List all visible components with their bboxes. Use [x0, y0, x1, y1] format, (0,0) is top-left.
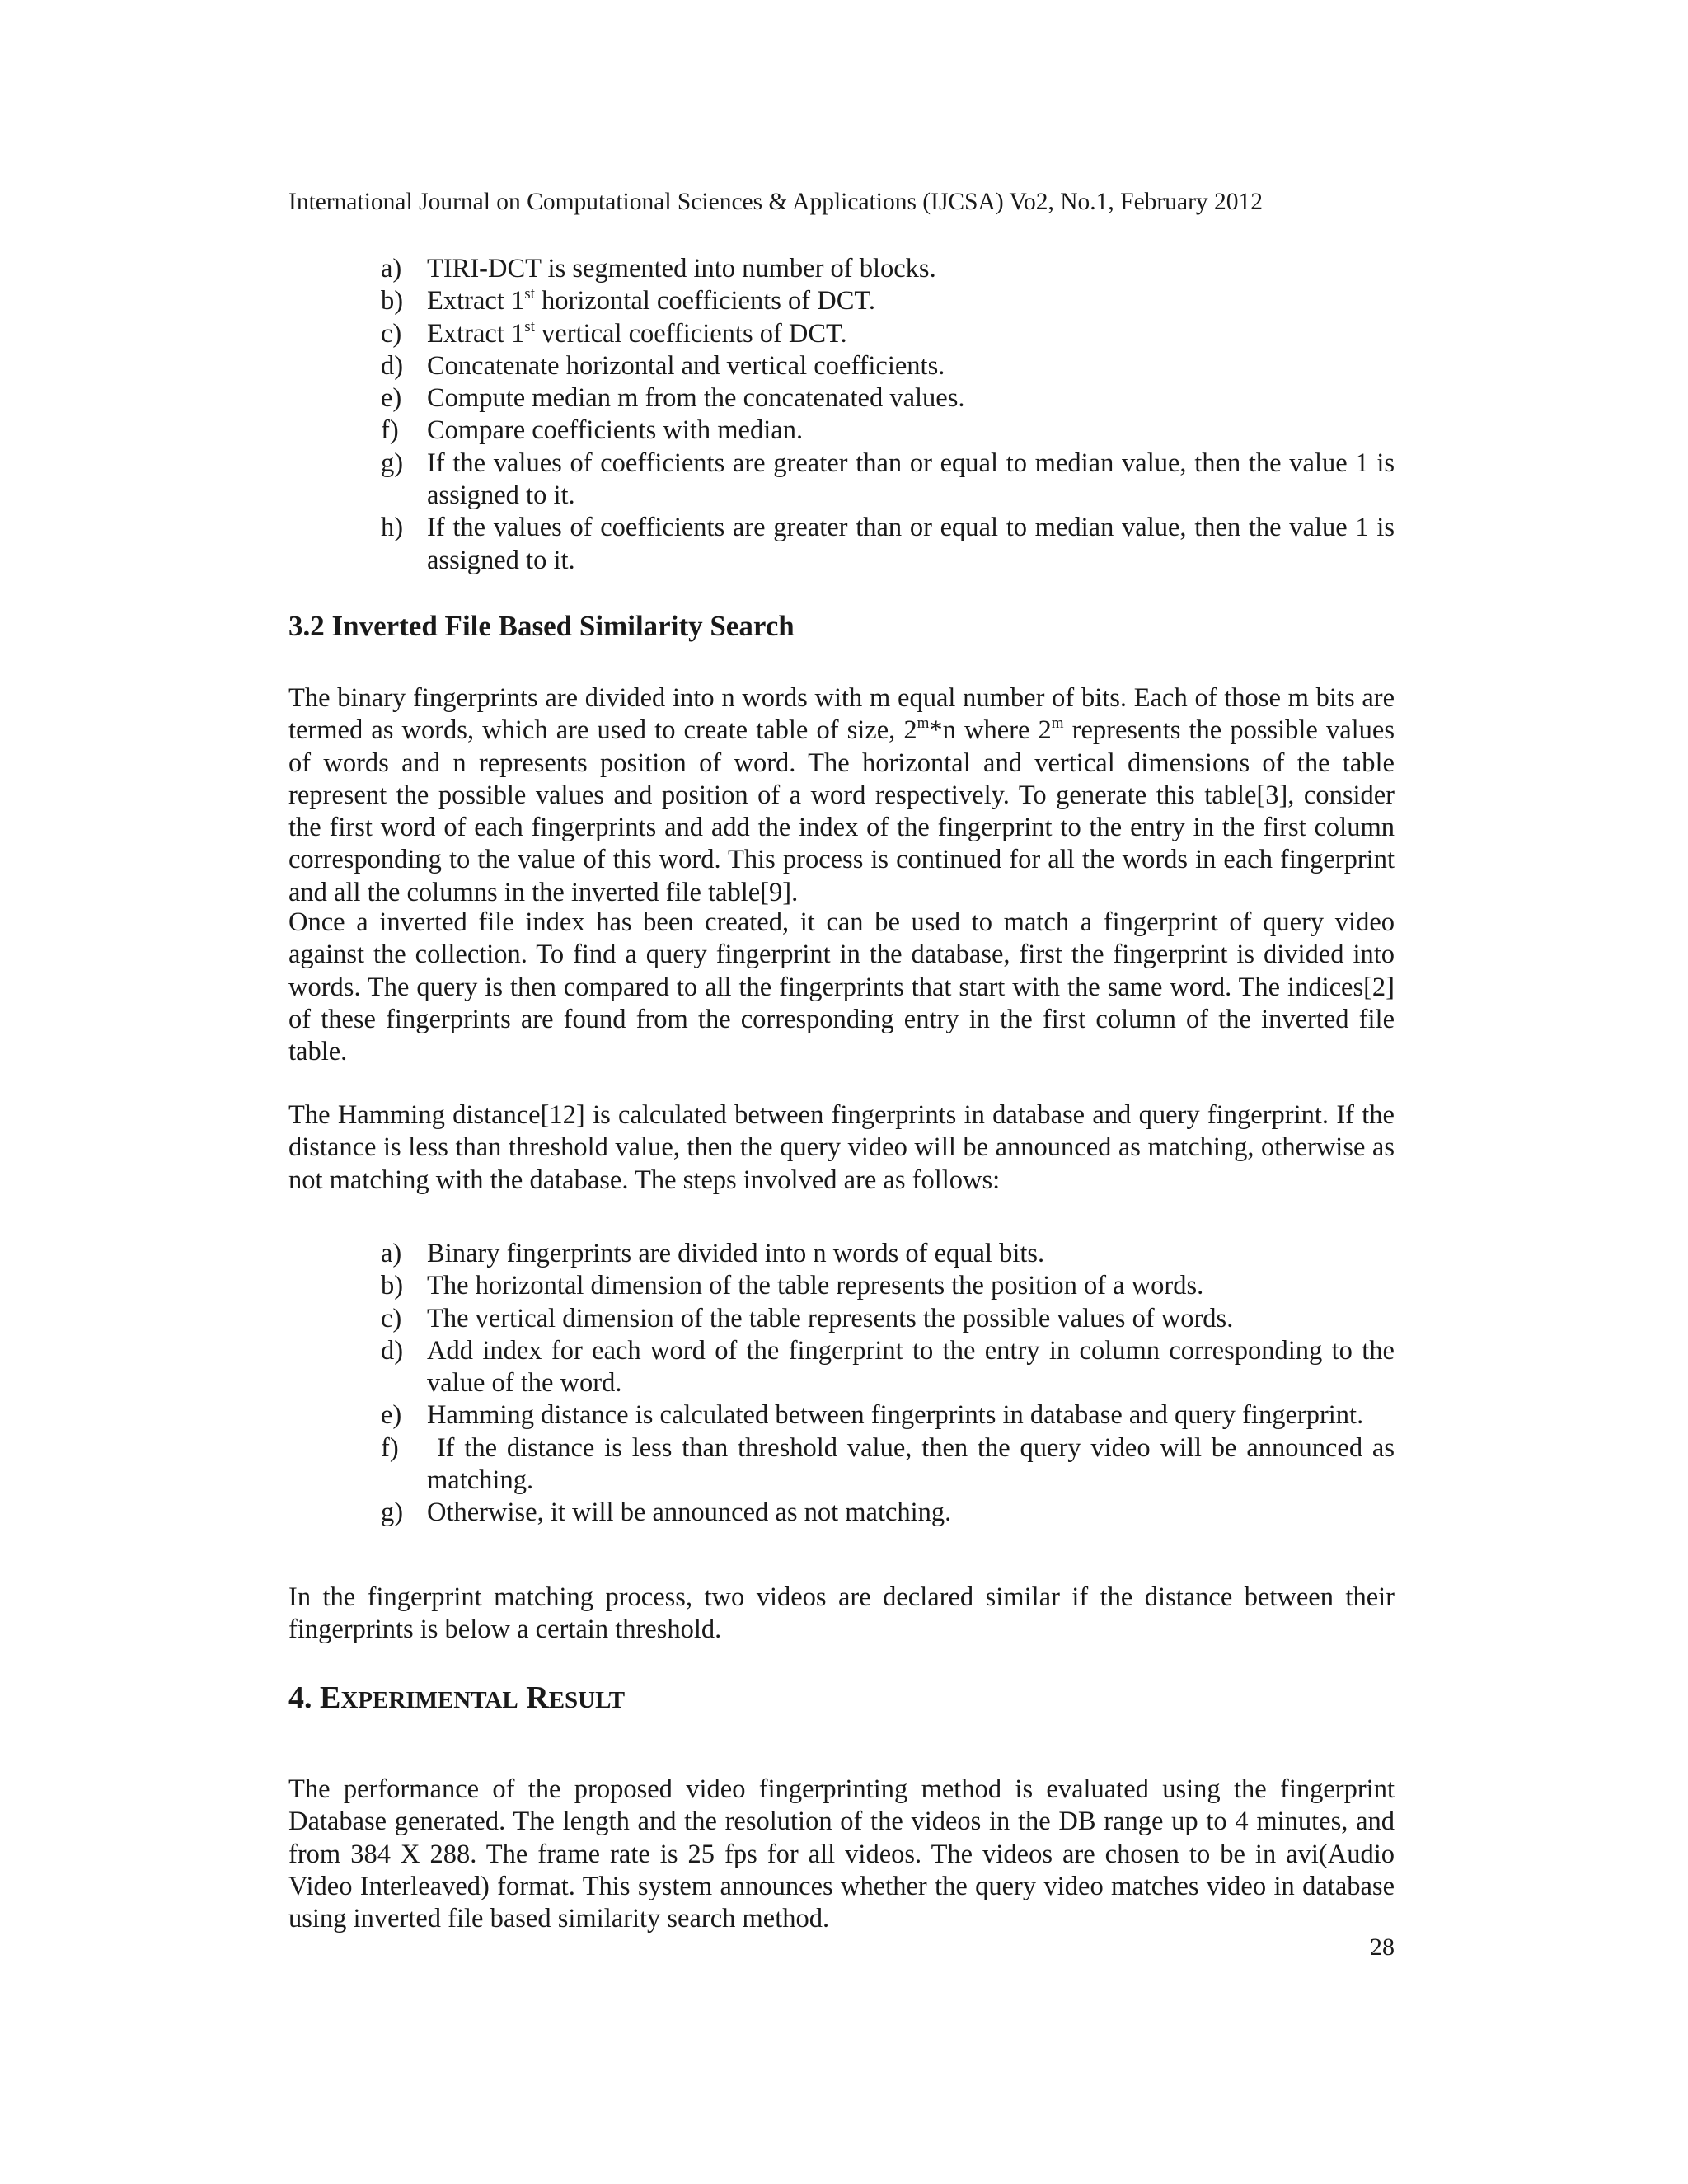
list-item [288, 318, 1395, 350]
list-item [288, 448, 1395, 513]
list-marker: b) [381, 286, 404, 316]
list-item [288, 512, 1395, 577]
list-item [288, 1399, 1395, 1432]
list-item [288, 285, 1395, 317]
list-item-text: Concatenate horizontal and vertical coefficients. [427, 350, 945, 381]
list-marker: g) [381, 448, 404, 478]
list-item-text: Otherwise, it will be announced as not matching. [427, 1497, 952, 1528]
section-heading: 3.2 Inverted File Based Similarity Search [288, 610, 795, 642]
list-item [288, 350, 1395, 382]
list-marker: a) [381, 1239, 402, 1268]
list-item-text: If the values of coefficients are greater than or equal to median value, then the value 1 is assigned to it. [427, 448, 1395, 511]
heading-initial: R [526, 1680, 549, 1715]
list-item [288, 1270, 1395, 1302]
list-marker: f) [381, 1432, 399, 1463]
list-item [288, 1303, 1395, 1335]
superscript: m [1051, 715, 1064, 733]
superscript: st [524, 285, 535, 303]
dct-steps-list [288, 253, 1395, 577]
list-marker: d) [381, 1335, 404, 1366]
list-item-text: If the distance is less than threshold value, then the query video will be announced as matching. [427, 1432, 1402, 1496]
heading-smallcaps: ESULT [548, 1687, 626, 1713]
list-item [288, 382, 1395, 415]
list-item-text: Extract 1 [427, 286, 525, 316]
running-header: International Journal on Computational Sciences & Applications (IJCSA) Vo2, No.1, February 2012 [288, 189, 1264, 215]
page-number: 28 [1370, 1933, 1395, 1961]
heading-smallcaps: XPERIMENTAL [340, 1687, 518, 1713]
list-item [288, 253, 1395, 285]
paragraph-text: The binary fingerprints are divided into n words with m equal number of bits. Each of those m bits are termed as words, which are used to create table of size, 2 [288, 683, 1395, 746]
list-marker: h) [381, 513, 404, 543]
list-item-text: Binary fingerprints are divided into n words of equal bits. [427, 1239, 1045, 1268]
list-marker: c) [381, 318, 402, 349]
paragraph: In the fingerprint matching process, two videos are declared similar if the distance between their fingerprints is below a certain threshold. [288, 1582, 1395, 1645]
list-marker: d) [381, 350, 404, 381]
list-marker: g) [381, 1497, 404, 1528]
list-item [288, 1432, 1402, 1497]
list-item-text: horizontal coefficients of DCT. [534, 286, 875, 316]
list-item-text: The horizontal dimension of the table represents the position of a words. [427, 1271, 1204, 1301]
superscript: m [917, 715, 930, 733]
list-marker: a) [381, 254, 402, 284]
paragraph [288, 682, 1395, 909]
list-item [288, 415, 1395, 447]
list-marker: b) [381, 1271, 404, 1301]
list-item [288, 1497, 1395, 1529]
matching-steps-list [288, 1238, 1402, 1530]
list-item [288, 1238, 1395, 1270]
paragraph-text: represents the possible values of words and n represents position of word. The horizontal and vertical dimensions of the table represent the possible values and position of a word respectively. To generate this table[3], consider the first word of each fingerprints and add the index of the fingerprint to the entry in the first column corresponding to the value of this word. This process is continued for all the words in each fingerprint and all the columns in the inverted file table[9]. [288, 715, 1395, 907]
paragraph: Once a inverted file index has been created, it can be used to match a fingerprint of query video against the collection. To find a query fingerprint in the database, first the fingerprint is divided into words. The query is then compared to all the fingerprints that start with the same word. The indices[2] of these fingerprints are found from the corresponding entry in the first column of the inverted file table. [288, 907, 1395, 1067]
list-item-text: If the values of coefficients are greater than or equal to median value, then the value 1 is assigned to it. [427, 513, 1395, 575]
paragraph-text: *n where 2 [929, 715, 1052, 746]
list-item-text: Add index for each word of the fingerprint to the entry in column corresponding to the value of the word. [427, 1335, 1395, 1399]
list-item-text: Extract 1 [427, 318, 525, 349]
paragraph: The Hamming distance[12] is calculated between fingerprints in database and query fingerprint. If the distance is less than threshold value, then the query video will be announced as matching, otherwise as not matching with the database. The steps involved are as follows: [288, 1100, 1395, 1195]
section-heading [288, 1680, 625, 1718]
list-marker: e) [381, 1400, 402, 1431]
heading-initial: E [320, 1680, 341, 1715]
superscript: st [524, 317, 535, 335]
list-marker: c) [381, 1303, 402, 1333]
paragraph: The performance of the proposed video fingerprinting method is evaluated using the fingerprint Database generated. The length and the resolution of the videos in the DB range up to 4 minutes, and from 384 X 288. The frame rate is 25 fps for all videos. The videos are chosen to be in avi(Audio Video Interleaved) format. This system announces whether the query video matches video in database using inverted file based similarity search method. [288, 1774, 1395, 1934]
list-item-text: vertical coefficients of DCT. [534, 318, 847, 349]
list-item [288, 1335, 1395, 1400]
list-marker: f) [381, 415, 399, 446]
section-number: 4. [288, 1680, 320, 1715]
list-item-text: Compare coefficients with median. [427, 415, 804, 446]
list-item-text: Hamming distance is calculated between fingerprints in database and query fingerprint. [427, 1400, 1364, 1431]
list-item-text: TIRI-DCT is segmented into number of blocks. [427, 254, 936, 284]
list-item-text: Compute median m from the concatenated values. [427, 383, 965, 414]
list-marker: e) [381, 383, 402, 414]
list-item-text: The vertical dimension of the table represents the possible values of words. [427, 1303, 1234, 1333]
